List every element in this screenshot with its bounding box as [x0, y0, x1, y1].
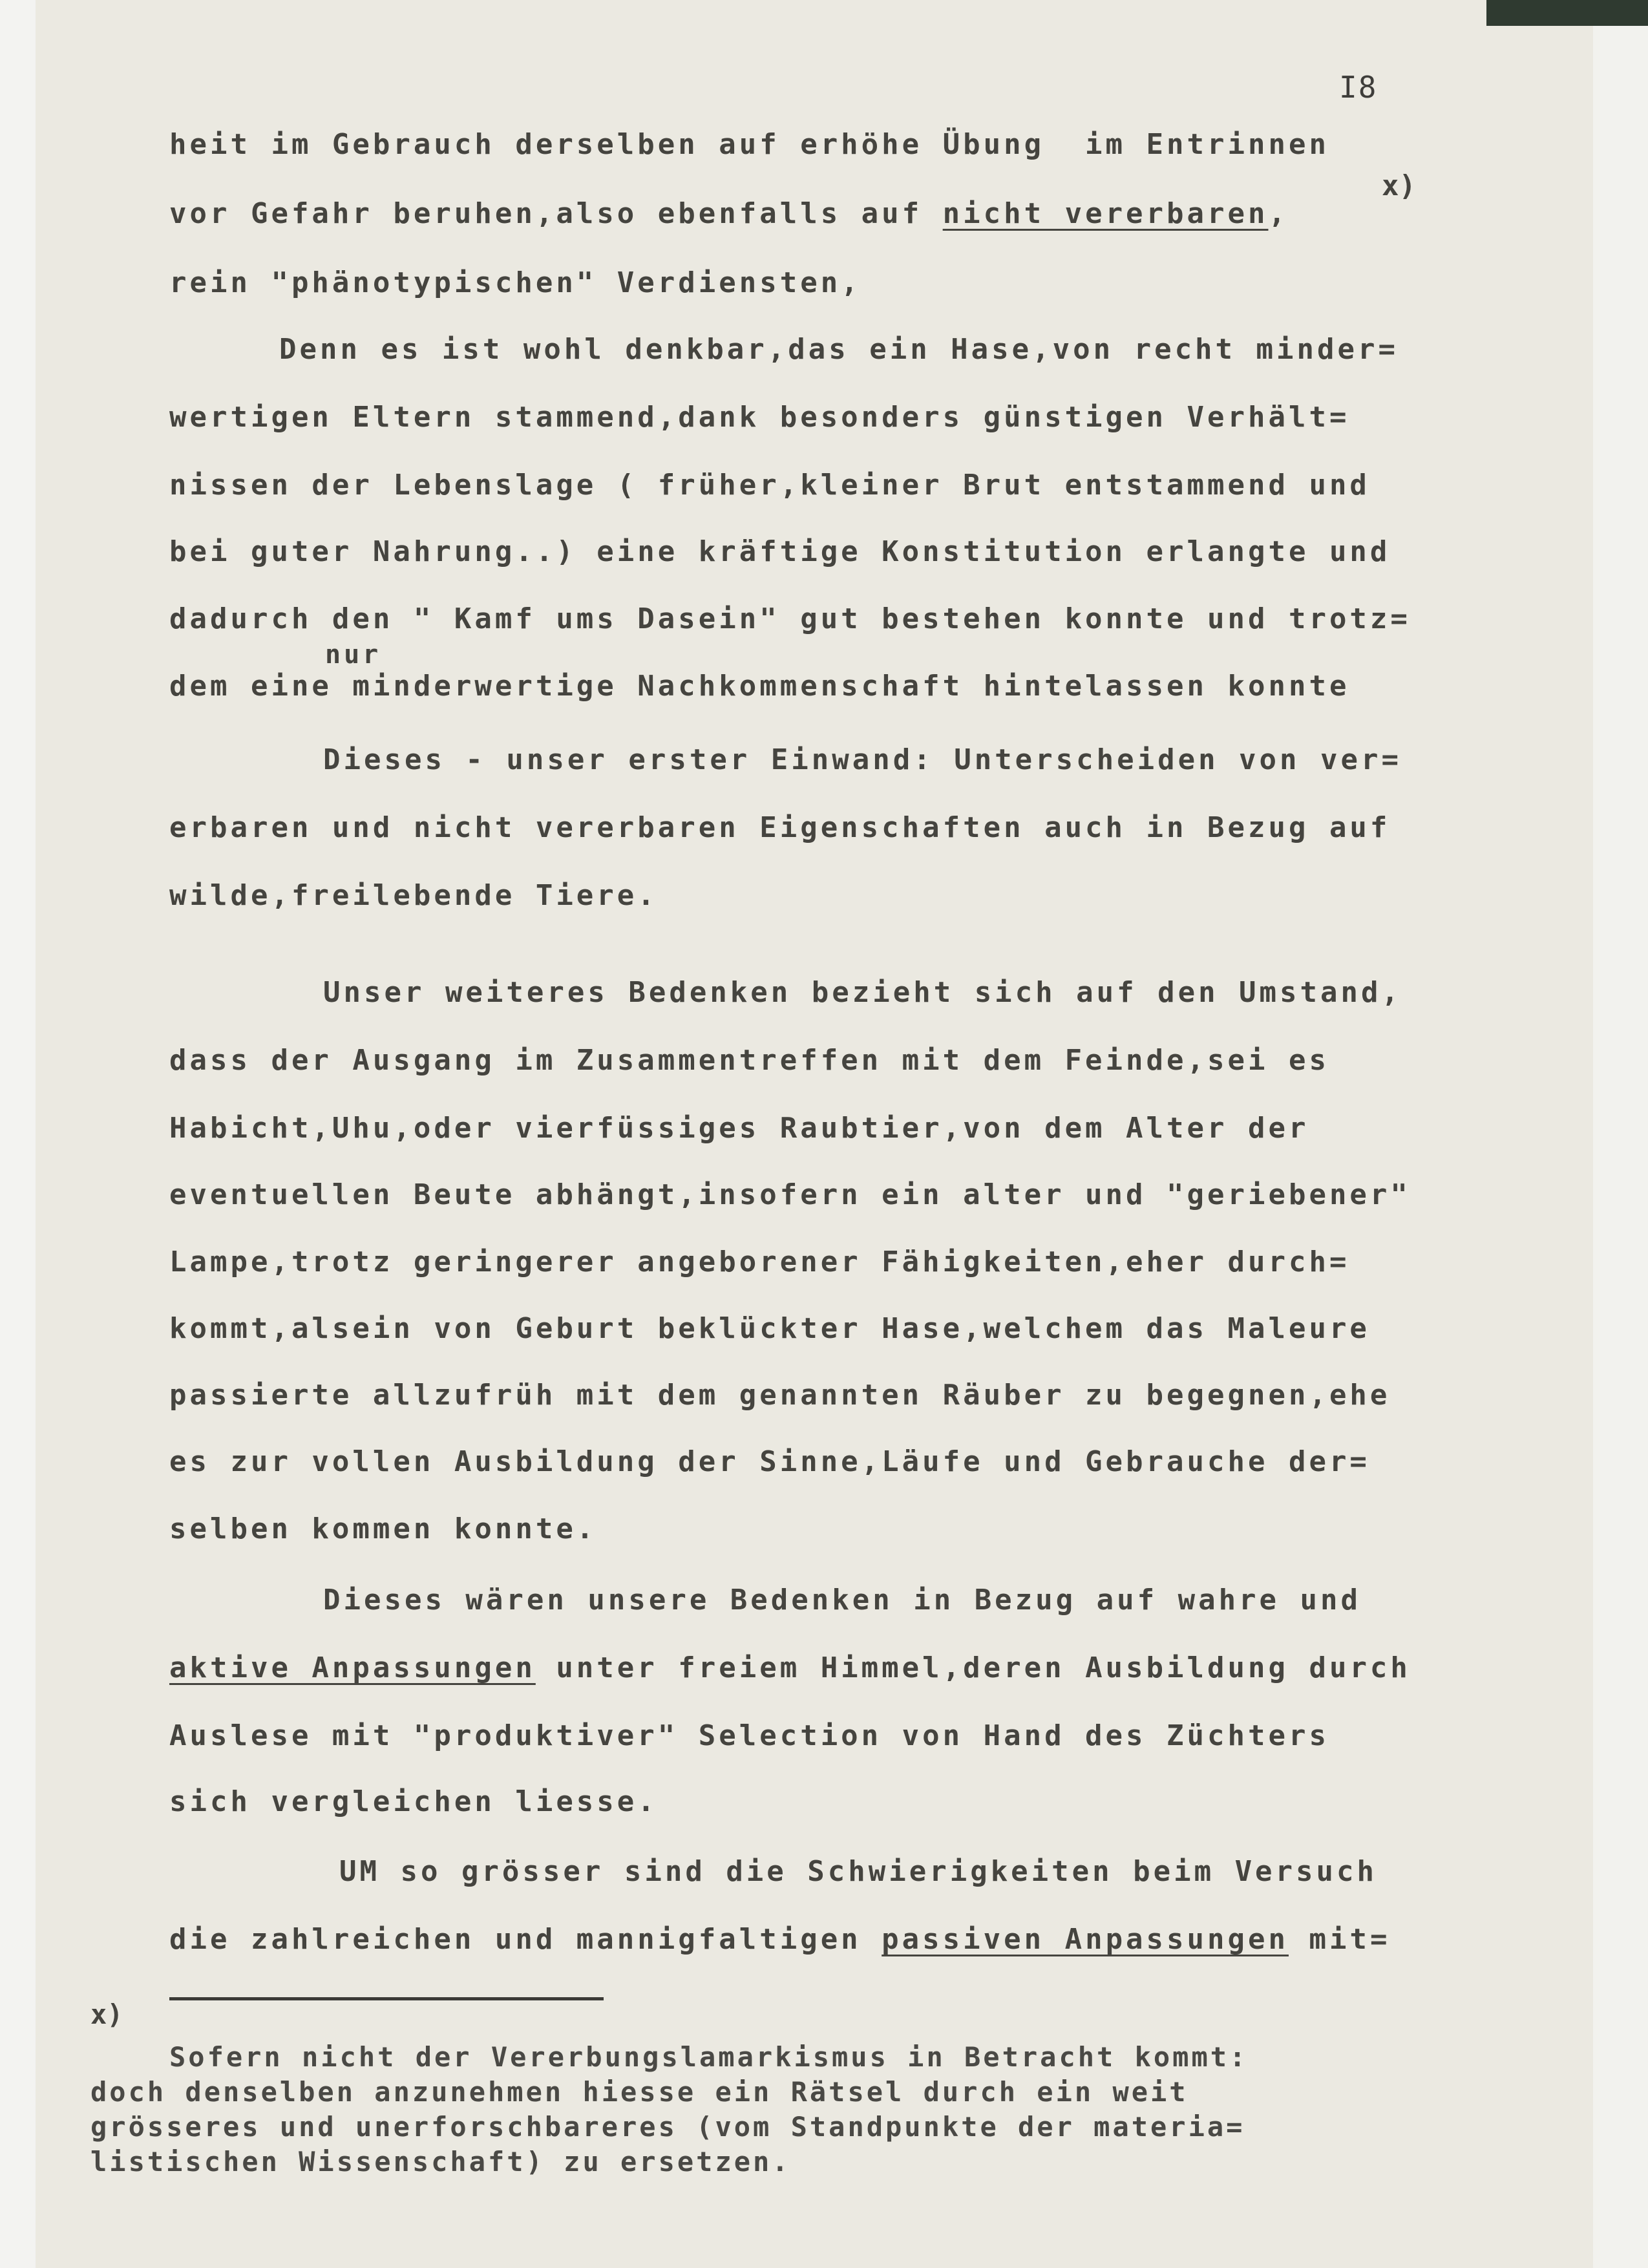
text-line-17: Lampe,trotz geringerer angeborener Fähigkeiten,eher durch=: [169, 1245, 1350, 1278]
footnote-line-4: listischen Wissenschaft) zu ersetzen.: [90, 2146, 791, 2178]
text-line-2: vor Gefahr beruhen,also ebenfalls auf nicht vererbaren,: [169, 197, 1289, 230]
text-line-27: die zahlreichen und mannigfaltigen passiven Anpassungen mit=: [169, 1923, 1391, 1956]
footnote-reference: x): [1382, 169, 1416, 202]
text-line-4: Denn es ist wohl denkbar,das ein Hase,von recht minder=: [279, 333, 1399, 366]
text-line-7: bei guter Nahrung..) eine kräftige Konstitution erlangte und: [169, 535, 1391, 568]
text-line-11: erbaren und nicht vererbaren Eigenschaften auch in Bezug auf: [169, 811, 1391, 844]
page-number: I8: [1339, 70, 1378, 105]
text-line-3: rein "phänotypischen" Verdiensten,: [169, 266, 861, 299]
text-line-6: nissen der Lebenslage ( früher,kleiner Brut entstammend und: [169, 469, 1370, 502]
text-line-5: wertigen Eltern stammend,dank besonders günstigen Verhält=: [169, 401, 1350, 434]
text-line-12: wilde,freilebende Tiere.: [169, 879, 658, 912]
text-line-10: Dieses - unser erster Einwand: Unterscheiden von ver=: [323, 743, 1402, 776]
footnote-separator: [169, 1997, 604, 2000]
text-line-13: Unser weiteres Bedenken bezieht sich auf den Umstand,: [323, 976, 1402, 1009]
text-line-21: selben kommen konnte.: [169, 1512, 597, 1545]
underlined-phrase: nicht vererbaren: [942, 197, 1269, 230]
footnote-marker: x): [90, 1998, 123, 2030]
text-line-8: dadurch den " Kamf ums Dasein" gut bestehen konnte und trotz=: [169, 602, 1411, 635]
text-line-22: Dieses wären unsere Bedenken in Bezug auf wahre und: [323, 1584, 1362, 1616]
text-line-16: eventuellen Beute abhängt,insofern ein alter und "geriebener": [169, 1178, 1411, 1211]
text-line-14: dass der Ausgang im Zusammentreffen mit dem Feinde,sei es: [169, 1044, 1329, 1077]
inserted-word: nur: [325, 640, 382, 670]
footnote-line-1: Sofern nicht der Vererbungslamarkismus in Betracht kommt:: [169, 2041, 1249, 2073]
underlined-phrase: aktive Anpassungen: [169, 1651, 536, 1684]
text-line-23: aktive Anpassungen unter freiem Himmel,deren Ausbildung durch: [169, 1651, 1411, 1684]
underlined-phrase: passiven Anpassungen: [882, 1923, 1289, 1956]
text-line-18: kommt,alsein von Geburt beklückter Hase,welchem das Maleure: [169, 1312, 1370, 1345]
text-line-24: Auslese mit "produktiver" Selection von Hand des Züchters: [169, 1719, 1329, 1752]
text-line-9: dem eine minderwertige Nachkommenschaft hintelassen konnte: [169, 670, 1350, 703]
text-line-19: passierte allzufrüh mit dem genannten Räuber zu begegnen,ehe: [169, 1379, 1391, 1412]
text-line-1: heit im Gebrauch derselben auf erhöhe Übung im Entrinnen: [169, 128, 1329, 161]
text-line-25: sich vergleichen liesse.: [169, 1785, 658, 1818]
footnote-line-3: grösseres und unerforschbareres (vom Standpunkte der materia=: [90, 2111, 1245, 2143]
text-line-15: Habicht,Uhu,oder vierfüssiges Raubtier,von dem Alter der: [169, 1112, 1309, 1145]
text-line-20: es zur vollen Ausbildung der Sinne,Läufe und Gebrauche der=: [169, 1445, 1370, 1478]
footnote-line-2: doch denselben anzunehmen hiesse ein Rätsel durch ein weit: [90, 2076, 1188, 2108]
text-line-26: UM so grösser sind die Schwierigkeiten beim Versuch: [339, 1855, 1378, 1888]
